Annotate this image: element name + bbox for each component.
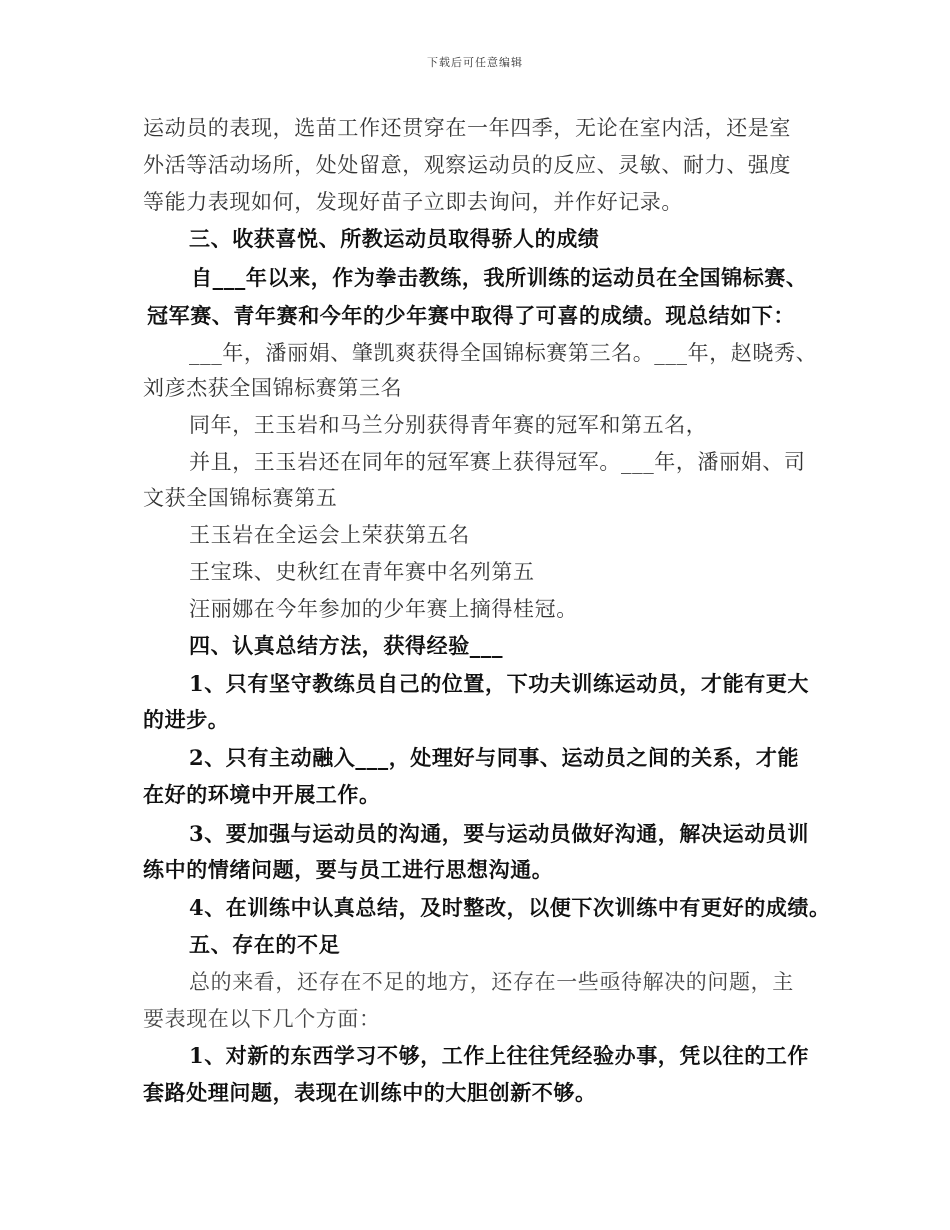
paragraph-line-06: 冠军赛、青年赛和今年的少年赛中取得了可喜的成绩。现总结如下：	[147, 303, 795, 328]
paragraph-line-05: 自___年以来，作为拳击教练，我所训练的运动员在全国锦标赛、	[191, 265, 808, 290]
method-line-17: 的进步。	[143, 707, 230, 732]
result-line-12: 王玉岩在全运会上荣获第五名	[189, 523, 470, 547]
section-heading-4: 四、认真总结方法，获得经验___	[189, 633, 504, 658]
result-line-09: 同年，王玉岩和马兰分别获得青年赛的冠军和第五名，	[189, 413, 708, 437]
method-line-21: 练中的情绪问题，要与员工进行思想沟通。	[143, 857, 554, 882]
paragraph-line-03: 等能力表现如何，发现好苗子立即去询问，并作好记录。	[143, 190, 683, 214]
paragraph-line-01: 运动员的表现，选苗工作还贯穿在一年四季，无论在室内活，还是室	[143, 116, 791, 140]
shortcoming-line-24: 总的来看，还存在不足的地方，还存在一些亟待解决的问题，主	[189, 970, 794, 994]
method-line-16: 1、只有坚守教练员自己的位置，下功夫训练运动员，才能有更大	[189, 671, 810, 696]
shortcoming-line-25: 要表现在以下几个方面：	[143, 1007, 381, 1031]
shortcoming-line-26: 1、对新的东西学习不够，工作上往往凭经验办事，凭以往的工作	[189, 1043, 810, 1068]
result-line-07: ___年，潘丽娟、肇凯爽获得全国锦标赛第三名。___年，赵晓秀、	[189, 341, 818, 365]
method-line-22: 4、在训练中认真总结，及时整改，以便下次训练中有更好的成绩。	[189, 895, 831, 920]
page-header: 下载后可任意编辑	[427, 56, 523, 69]
result-line-14: 汪丽娜在今年参加的少年赛上摘得桂冠。	[189, 597, 578, 621]
section-heading-3: 三、收获喜悦、所教运动员取得骄人的成绩	[189, 226, 600, 251]
shortcoming-line-27: 套路处理问题，表现在训练中的大胆创新不够。	[143, 1080, 597, 1105]
method-line-19: 在好的环境中开展工作。	[143, 782, 381, 807]
method-line-18: 2、只有主动融入___，处理好与同事、运动员之间的关系，才能	[189, 745, 800, 770]
section-heading-5: 五、存在的不足	[189, 932, 341, 957]
paragraph-line-02: 外活等活动场所，处处留意，观察运动员的反应、灵敏、耐力、强度	[143, 153, 791, 177]
method-line-20: 3、要加强与运动员的沟通，要与运动员做好沟通，解决运动员训	[189, 821, 810, 846]
result-line-08: 刘彦杰获全国锦标赛第三名	[143, 376, 403, 400]
result-line-11: 文获全国锦标赛第五	[143, 486, 338, 510]
result-line-10: 并且，王玉岩还在同年的冠军赛上获得冠军。___年，潘丽娟、司	[189, 450, 806, 474]
result-line-13: 王宝珠、史秋红在青年赛中名列第五	[189, 560, 535, 584]
